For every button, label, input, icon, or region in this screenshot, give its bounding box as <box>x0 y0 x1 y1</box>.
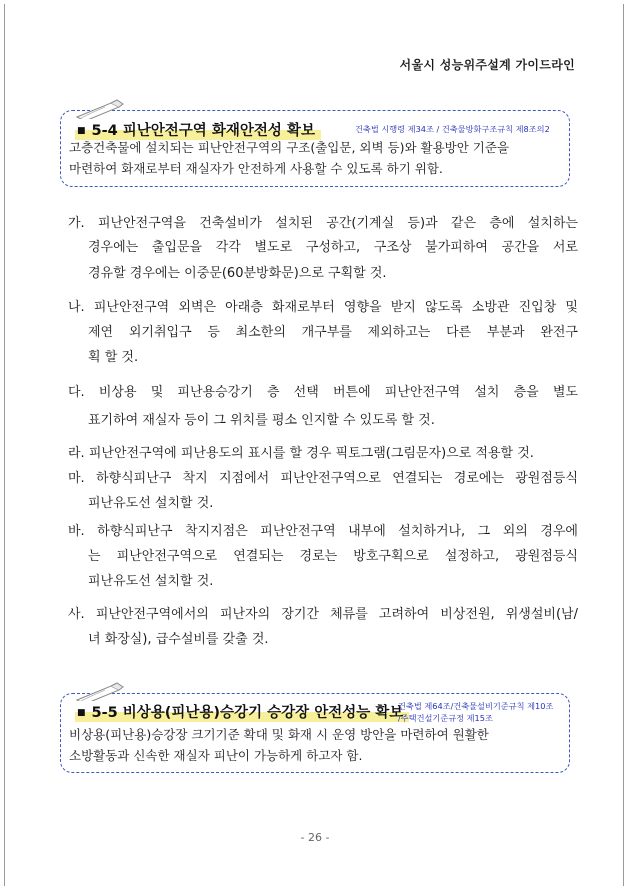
item-line: 경우에는 출입문을 각각 별도로 구성하고, 구조상 불가피하여 공간을 서로 <box>88 240 578 255</box>
reference-line: 건축법 제64조/건축물설비기준규칙 제10조 <box>398 701 554 711</box>
item-line: 나. 피난안전구역 외벽은 아래층 화재로부터 영향을 받지 않도록 소방관 진입창 및 <box>68 300 578 315</box>
description-line: 소방활동과 신속한 재실자 피난이 가능하게 하고자 함. <box>69 748 363 763</box>
item-line: 피난유도선 설치할 것. <box>88 496 214 511</box>
description-line: 고층건축물에 설치되는 피난안전구역의 구조(출입문, 외벽 등)와 활용방안 기준을 <box>69 140 510 155</box>
section-title-text: 5-5 비상용(피난용)승강기 승강장 안전성능 확보 <box>91 705 404 721</box>
item-line: 사. 피난안전구역에서의 피난자의 장기간 체류를 고려하여 비상전원, 위생설비(남/ <box>68 607 578 622</box>
item-line: 바. 하향식피난구 착지지점은 피난안전구역 내부에 설치하거나, 그 외의 경우에 <box>68 524 578 539</box>
section-box-5-4 <box>60 110 570 187</box>
section-reference <box>398 700 553 724</box>
pen-icon <box>75 97 125 121</box>
item-line: 표기하여 재실자 등이 그 위치를 평소 인지할 수 있도록 할 것. <box>88 413 435 428</box>
item-line: 마. 하향식피난구 착지 지점에서 피난안전구역으로 연결되는 경로에는 광원점등식 <box>68 471 578 486</box>
item-line: 는 피난안전구역으로 연결되는 경로는 방호구획으로 설정하고, 광원점등식 <box>88 549 578 564</box>
section-box-5-5 <box>60 693 570 773</box>
section-reference: 건축법 시행령 제34조 / 건축물방화구조규칙 제8조의2 <box>355 124 550 134</box>
section-description <box>69 724 561 766</box>
item-line: 획 할 것. <box>88 350 139 365</box>
item-line: 경유할 경우에는 이중문(60분방화문)으로 구획할 것. <box>88 266 387 281</box>
square-bullet-icon: ■ <box>77 708 86 718</box>
item-line: 제연 외기취입구 등 최소한의 개구부를 제외하고는 다른 부분과 완전구 <box>88 325 578 340</box>
section-title-5-5 <box>75 701 409 722</box>
description-line: 마련하여 화재로부터 재실자가 안전하게 사용할 수 있도록 하기 위함. <box>69 161 443 176</box>
square-bullet-icon: ■ <box>77 126 86 136</box>
item-line: 라. 피난안전구역에 피난용도의 표시를 할 경우 픽토그램(그림문자)으로 적용할 것. <box>68 446 534 461</box>
reference-line: /주택건설기준규정 제15조 <box>398 713 493 723</box>
item-line: 가. 피난안전구역을 건축설비가 설치된 공간(기계실 등)과 같은 층에 설치하는 <box>68 216 578 231</box>
item-line: 피난유도선 설치할 것. <box>88 574 214 589</box>
section-description <box>69 137 561 179</box>
section-title-text: 5-4 피난안전구역 화재안전성 확보 <box>91 123 315 139</box>
item-line: 녀 화장실), 급수설비를 갖출 것. <box>88 632 269 647</box>
running-header: 서울시 성능위주설계 가이드라인 <box>399 58 575 72</box>
item-line: 다. 비상용 및 피난용승강기 층 선택 버튼에 피난안전구역 설치 층을 별도 <box>68 385 578 400</box>
description-line: 비상용(피난용)승강장 크기기준 확대 및 화재 시 운영 방안을 마련하여 원활한 <box>69 727 489 742</box>
page-number: - 26 - <box>300 831 330 844</box>
